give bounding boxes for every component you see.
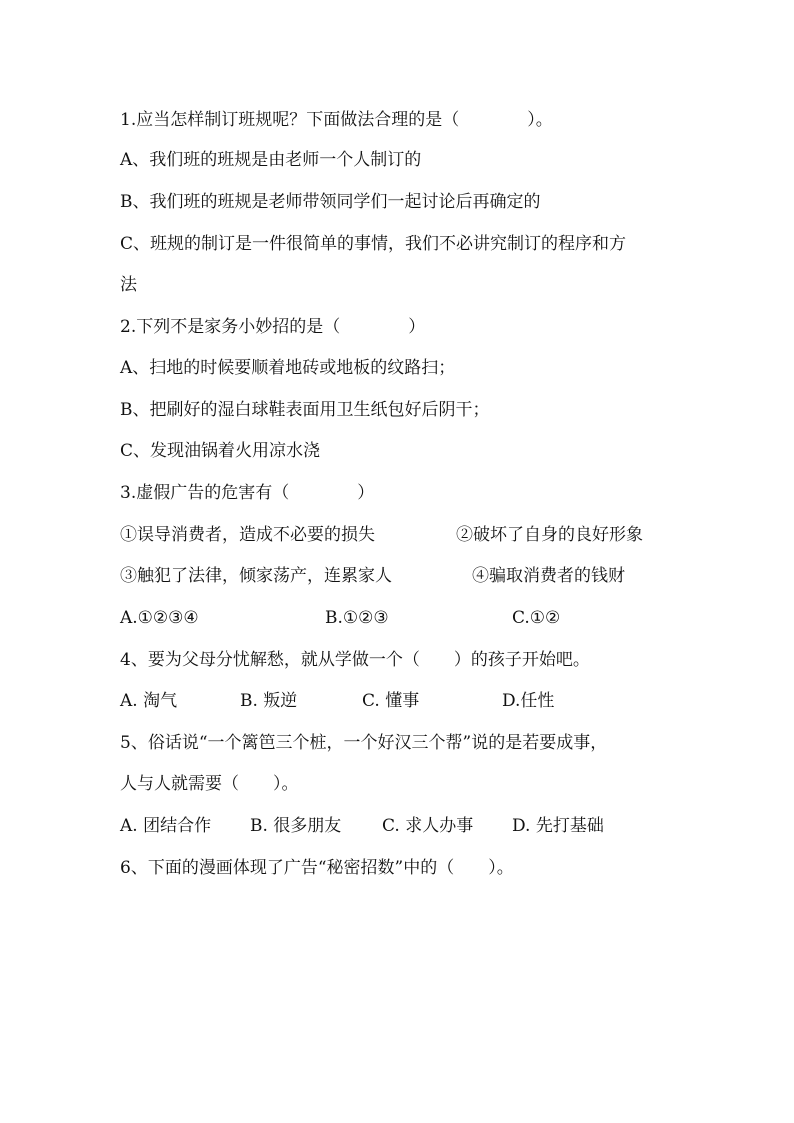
question-3-option-a: A.①②③④ — [120, 608, 199, 628]
question-5-option-a: A. 团结合作 — [120, 816, 212, 836]
question-1-stem: 1.应当怎样制订班规呢？下面做法合理的是（ ）。 — [120, 110, 553, 130]
question-4-stem: 4、要为父母分忧解愁，就从学做一个（ ）的孩子开始吧。 — [120, 650, 590, 670]
question-5-option-b: B. 很多朋友 — [250, 816, 342, 836]
question-5-stem-continued: 人与人就需要（ ）。 — [120, 774, 299, 794]
question-3-item-2: ②破坏了自身的良好形象 — [456, 525, 643, 545]
question-3-option-b: B.①②③ — [325, 608, 389, 628]
question-5-option-d: D. 先打基础 — [512, 816, 604, 836]
question-5-option-c: C. 求人办事 — [382, 816, 474, 836]
question-4-option-a: A. 淘气 — [120, 691, 178, 711]
question-1-option-b: B、我们班的班规是老师带领同学们一起讨论后再确定的 — [120, 192, 541, 212]
question-4-option-b: B. 叛逆 — [240, 691, 298, 711]
question-6-stem: 6、下面的漫画体现了广告“秘密招数”中的（ ）。 — [120, 858, 514, 878]
question-3-item-3: ③触犯了法律，倾家荡产，连累家人 — [120, 566, 392, 586]
question-3-item-4: ④骗取消费者的钱财 — [472, 566, 625, 586]
question-2-stem: 2.下列不是家务小妙招的是（ ） — [120, 317, 426, 337]
question-2-option-b: B、把刷好的湿白球鞋表面用卫生纸包好后阴干； — [120, 400, 490, 420]
question-2-option-c: C、发现油锅着火用凉水浇 — [120, 441, 321, 461]
question-4-option-d: D.任性 — [502, 691, 555, 711]
question-1-option-c: C、班规的制订是一件很简单的事情，我们不必讲究制订的程序和方 — [120, 234, 627, 254]
question-4-option-c: C. 懂事 — [362, 691, 420, 711]
question-3-stem: 3.虚假广告的危害有（ ） — [120, 483, 375, 503]
question-1-option-c-continued: 法 — [120, 275, 137, 295]
question-5-stem: 5、俗话说“一个篱笆三个桩，一个好汉三个帮”说的是若要成事， — [120, 733, 608, 753]
question-1-option-a: A、我们班的班规是由老师一个人制订的 — [120, 150, 422, 170]
question-2-option-a: A、扫地的时候要顺着地砖或地板的纹路扫； — [120, 358, 456, 378]
question-3-option-c: C.①② — [512, 608, 561, 628]
question-3-item-1: ①误导消费者，造成不必要的损失 — [120, 525, 375, 545]
